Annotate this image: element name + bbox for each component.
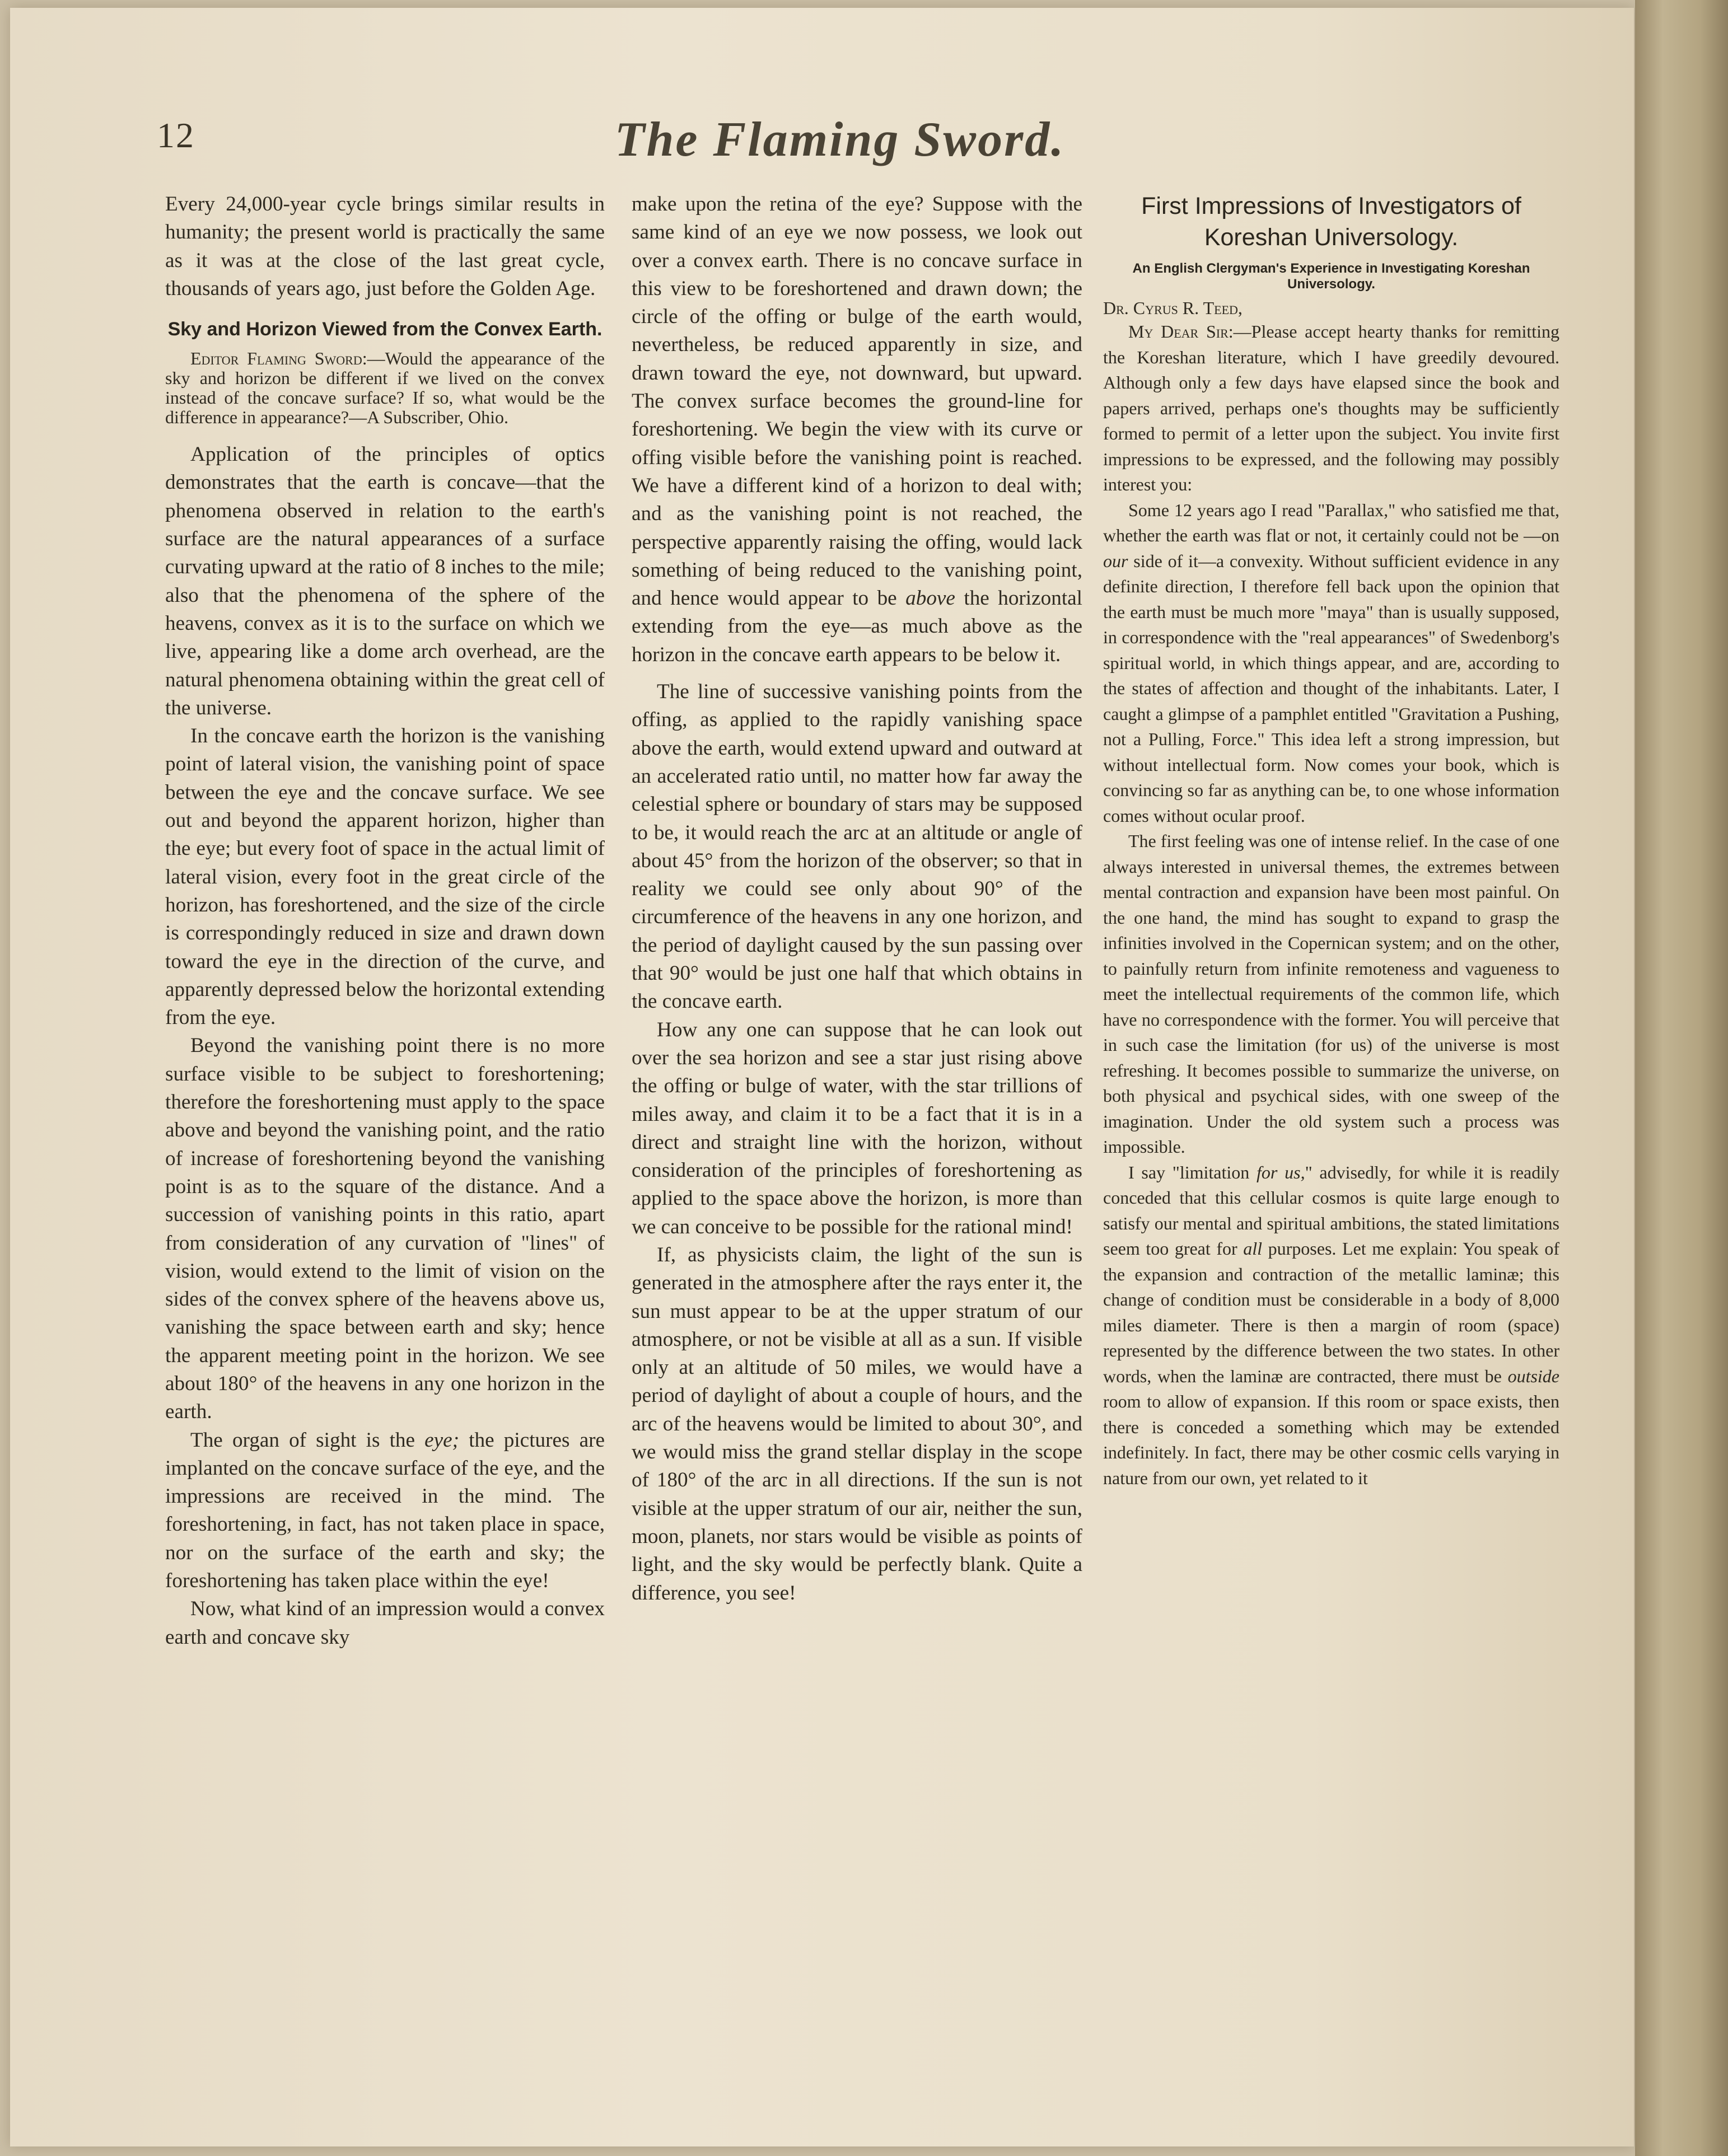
text-run: side of it—a convexity. Without sufficient evidence in any definite direction, I therefore fell back upon the opinion that the earth must be much more "maya" than is usually supposed, in correspondence with the "real appearances" of Swedenborg's spiritual world, in which things appear, and are, according to the states of affection and thought of the inhabitants. Later, I caught a glimpse of a pamphlet entitled "Gravitation a Pushing, not a Pulling, Force." This idea left a strong impression, but without intellectual form. Now comes your book, which is convincing so far as anything can be, to one whose information comes without ocular proof. [1103,550,1559,826]
emphasis: all [1243,1238,1263,1259]
paragraph: The line of successive vanishing points from the offing, as applied to the rapidly vanishing space above the earth, would extend upward and outward at an accelerated ratio until, no matter how far away the celestial sphere or boundary of stars may be supposed to be, it would reach the arc at an altitude or angle of about 45° from the horizon of the observer; so that in reality we could see only about 90° of the circumference of the heavens in any one horizon, and the period of daylight caused by the sun passing over that 90° would be just one half that which obtains in the concave earth. [632,680,1082,1013]
column-3 [1103,190,1559,2038]
paragraph [632,190,1082,669]
paragraph [165,1427,605,1596]
emphasis: our [1103,550,1128,571]
running-header [112,115,1568,176]
binding-edge [1635,0,1728,2156]
text-run: —Please accept hearty thanks for remitting the Koreshan literature, which I have greedily devoured. Although only a few days have elapsed since the book and papers arrived, perhaps one's thoughts may be sufficiently formed to permit of a letter upon the subject. You invite first impressions to be expressed, and the following may possibly interest you: [1103,321,1559,494]
paragraph: How any one can suppose that he can look out over the sea horizon and see a star just rising above the offing or bulge of water, with the star trillions of miles away, and claim it to be a fact that it is in a direct and straight line with the horizon, without consideration of the principles of foreshortening as applied to the space above the horizon, is more than we can conceive to be possible for the rational mind! [632,1018,1082,1238]
article-subtitle: An English Clergyman's Experience in Investigating Koreshan Universology. [1132,261,1530,292]
emphasis: above [905,587,955,610]
article-title: First Impressions of Investigators of Koreshan Universology. [1141,193,1521,251]
paragraph: Application of the principles of optics demonstrates that the earth is concave—that the phenomena observed in relation to the earth's surface are the natural appearances of a surface curvating upward at the ratio of 8 inches to the mile; also that the phenomena of the sphere of the heavens, convex as it is to the surface on which we live, appearing like a dome arch overhead, are the natural phenomena obtaining within the great cell of the universe. [165,443,605,719]
journal-title: The Flaming Sword. [614,113,1066,167]
salutation: My Dear Sir: [1128,321,1234,342]
emphasis: for us, [1257,1162,1305,1182]
emphasis: eye; [424,1428,460,1452]
paragraph: The first feeling was one of intense relief. In the case of one always interested in universal themes, the extremes between mental contraction and expansion have been most painful. On the one hand, the mind has sought to expand to grasp the infinities involved in the Copernican system; and on the other, to painfully return from infinite remoteness and vagueness to meet the intellectual requirements of the common life, which have no correspondence with the former. You will perceive that in such case the limitation (for us) of the universe is most refreshing. It becomes possible to summarize the universe, on both physical and psychical sides, with one sweep of the imagination. Under the old system such a process was impossible. [1103,831,1559,1157]
page-number: 12 [157,115,195,155]
emphasis: outside [1507,1365,1559,1386]
paragraph [1103,319,1559,498]
text-run: the horizontal extending from the eye—as much above as the horizon in the concave earth appears to be below it. [632,587,1082,666]
paragraph [1103,1160,1559,1491]
text-run: I say "limitation [1128,1162,1257,1182]
text-run: make upon the retina of the eye? Suppose with the same kind of an eye we now possess, we look out over a convex earth. There is no concave surface in this view to be foreshortened and drawn down; the circle of the offing or bulge of the earth would, nevertheless, be reduced apparently in size, and drawn toward the eye, not downward, but upward. The convex surface becomes the ground-line for foreshortening. We begin the view with its curve or offing visible before the vanishing point is reached. We have a different kind of a horizon to deal with; and as the vanishing point is not reached, the perspective apparently raising the offing, would lack something of being reduced to the vanishing point, and hence would appear to be [632,193,1082,610]
paragraph [1103,498,1559,829]
text-run: the pictures are implanted on the concave surface of the eye, and the impressions are received in the mind. The foreshortening, in fact, has not taken place in space, nor on the surface of the earth and sky; the foreshortening has taken place within the eye! [165,1428,605,1593]
column-1 [165,190,605,2038]
text-run: The organ of sight is the [190,1428,425,1452]
section-heading: Sky and Horizon Viewed from the Convex Earth. [167,319,603,340]
text-run: room to allow of expansion. If this room or space exists, then there is conceded a something which may be extended indefinitely. In fact, there may be other cosmic cells varying in nature from our own, yet related to it [1103,1391,1559,1488]
letter-addressee: Dr. Cyrus R. Teed, [1103,298,1243,318]
paragraph: Every 24,000-year cycle brings similar results in humanity; the present world is practically the same as it was at the close of the last great cycle, thousands of years ago, just before the Golden Age. [165,193,605,300]
letter-addressee: Editor Flaming Sword: [190,348,367,369]
paragraph: If, as physicists claim, the light of the sun is generated in the atmosphere after the rays enter it, the sun must appear to be at the upper stratum of our atmosphere, or not be visible at all as a sun. If visible only at an altitude of 50 miles, we would have a period of daylight of about a couple of hours, and the arc of the heavens would be limited to about 30°, and we would miss the grand stellar display in the scope of 180° of the arc in all directions. If the sun is not visible at the upper stratum of our air, neither the sun, moon, planets, nor stars would be visible as points of light, and the sky would be perfectly blank. Quite a difference, you see! [632,1243,1082,1605]
letter-body: —Would the appearance of the sky and horizon be different if we lived on the convex instead of the concave surface? If so, what would be the difference in appearance?—A Subscriber, Ohio. [165,348,605,428]
reader-letter [165,349,605,427]
paragraph: Beyond the vanishing point there is no more surface visible to be subject to foreshortening; therefore the foreshortening must apply to the space above and beyond the vanishing point, and the ratio of increase of foreshortening beyond the vanishing point is as to the square of the distance. And a succession of vanishing points in this ratio, apart from consideration of any curvation of "lines" of vision, would extend to the limit of vision on the sides of the convex sphere of the heavens above us, vanishing the space between earth and sky; hence the apparent meeting point in the horizon. We see about 180° of the heavens in any one horizon in the earth. [165,1034,605,1424]
text-run: " advisedly, for while it is readily conceded that this cellular cosmos is quite large enough to satisfy our mental and spiritual ambitions, the stated limitations seem too great for [1103,1162,1559,1259]
text-run: purposes. Let me explain: You speak of the expansion and contraction of the metallic laminæ; this change of condition must be considerable in a body of 8,000 miles diameter. There is then a margin of room (space) represented by the difference between the two states. In other words, when the laminæ are contracted, there must be [1103,1238,1559,1386]
paragraph: In the concave earth the horizon is the vanishing point of lateral vision, the vanishing point of space between the eye and the concave surface. We see out and beyond the apparent horizon, higher than the eye; but every foot of space in the actual limit of lateral vision, every foot in the great circle of the horizon, has foreshortened, and the size of the circle is correspondingly reduced in size and drawn down toward the eye in the direction of the curve, and apparently depressed below the horizontal extending from the eye. [165,724,605,1030]
paragraph: Now, what kind of an impression would a convex earth and concave sky [165,1597,605,1649]
column-2 [632,190,1082,2038]
text-run: Some 12 years ago I read "Parallax," who satisfied me that, whether the earth was flat or not, it certainly could not be —on [1103,499,1559,545]
